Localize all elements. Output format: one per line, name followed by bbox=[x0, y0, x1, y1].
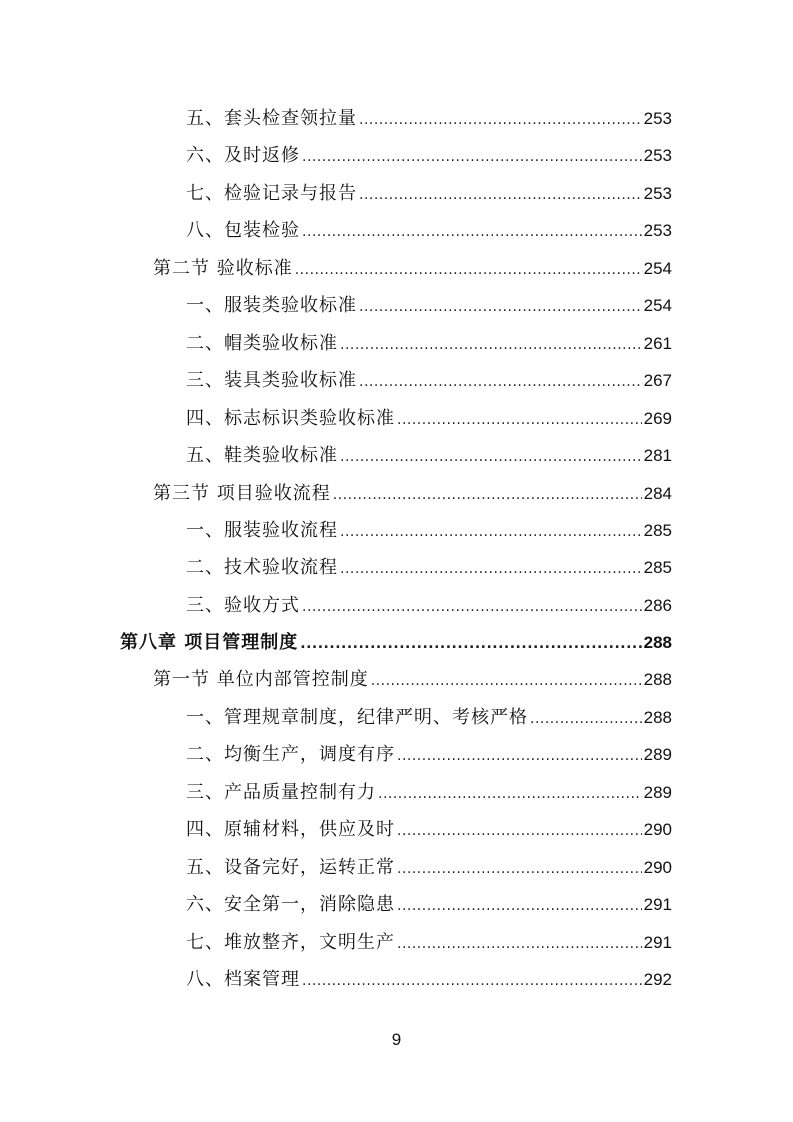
toc-entry[interactable] bbox=[186, 106, 672, 133]
toc-section-entry[interactable] bbox=[153, 256, 672, 283]
toc-entry[interactable] bbox=[186, 143, 672, 170]
toc-entry[interactable] bbox=[186, 406, 672, 433]
toc-section-entry[interactable] bbox=[153, 481, 672, 508]
dot-leader bbox=[371, 668, 642, 694]
dot-leader bbox=[397, 893, 642, 919]
toc-entry-title: 六、及时返修 bbox=[186, 145, 300, 166]
toc-section-entry[interactable] bbox=[153, 667, 672, 694]
toc-entry[interactable] bbox=[186, 967, 672, 994]
dot-leader bbox=[300, 631, 641, 657]
dot-leader bbox=[302, 144, 642, 170]
toc-entry[interactable] bbox=[186, 331, 672, 358]
toc-entry-title: 七、堆放整齐，文明生产 bbox=[186, 932, 395, 953]
toc-entry-title: 第三节 项目验收流程 bbox=[153, 483, 331, 504]
toc-entry-page: 289 bbox=[643, 745, 672, 764]
toc-entry[interactable] bbox=[186, 705, 672, 732]
toc-entry-title: 第八章 项目管理制度 bbox=[120, 632, 299, 653]
toc-entry-title: 一、服装类验收标准 bbox=[186, 295, 357, 316]
toc-entry-page: 285 bbox=[643, 521, 672, 540]
toc-entry-title: 三、验收方式 bbox=[186, 595, 300, 616]
dot-leader bbox=[378, 781, 642, 807]
toc-entry-page: 288 bbox=[643, 708, 672, 727]
toc-entry-title: 五、鞋类验收标准 bbox=[186, 445, 338, 466]
toc-entry-page: 253 bbox=[643, 109, 672, 128]
toc-entry-page: 292 bbox=[643, 970, 672, 989]
toc-entry-page: 284 bbox=[643, 484, 672, 503]
toc-entry-page: 290 bbox=[643, 820, 672, 839]
toc-entry-title: 四、原辅材料，供应及时 bbox=[186, 819, 395, 840]
toc-entry-title: 一、管理规章制度，纪律严明、考核严格 bbox=[186, 707, 528, 728]
toc-entry[interactable] bbox=[186, 593, 672, 620]
toc-entry[interactable] bbox=[186, 817, 672, 844]
dot-leader bbox=[340, 556, 642, 582]
dot-leader bbox=[359, 182, 642, 208]
toc-entry-page: 254 bbox=[643, 296, 672, 315]
toc-entry-page: 254 bbox=[643, 259, 672, 278]
toc-entry[interactable] bbox=[186, 293, 672, 320]
dot-leader bbox=[397, 931, 642, 957]
dot-leader bbox=[397, 818, 642, 844]
toc-entry-title: 八、档案管理 bbox=[186, 969, 300, 990]
toc-entry[interactable] bbox=[186, 780, 672, 807]
dot-leader bbox=[302, 968, 642, 994]
dot-leader bbox=[340, 332, 642, 358]
toc-entry-page: 291 bbox=[643, 895, 672, 914]
toc-entry-title: 三、装具类验收标准 bbox=[186, 370, 357, 391]
toc-entry[interactable] bbox=[186, 443, 672, 470]
toc-entry[interactable] bbox=[186, 368, 672, 395]
toc-entry-title: 第一节 单位内部管控制度 bbox=[153, 669, 369, 690]
toc-entry-page: 253 bbox=[643, 221, 672, 240]
toc-entry-page: 290 bbox=[643, 858, 672, 877]
toc-entry[interactable] bbox=[186, 218, 672, 245]
dot-leader bbox=[397, 743, 642, 769]
toc-entry-page: 288 bbox=[643, 670, 672, 689]
toc-chapter-entry[interactable] bbox=[120, 630, 672, 657]
dot-leader bbox=[359, 294, 642, 320]
toc-entry-page: 253 bbox=[643, 184, 672, 203]
toc-entry-title: 四、标志标识类验收标准 bbox=[186, 408, 395, 429]
toc-entry-title: 五、设备完好，运转正常 bbox=[186, 857, 395, 878]
toc-entry-title: 三、产品质量控制有力 bbox=[186, 782, 376, 803]
toc-entry[interactable] bbox=[186, 930, 672, 957]
toc-entry-page: 285 bbox=[643, 558, 672, 577]
dot-leader bbox=[397, 407, 642, 433]
dot-leader bbox=[397, 856, 642, 882]
toc-entry-page: 269 bbox=[643, 409, 672, 428]
toc-entry-page: 253 bbox=[643, 146, 672, 165]
toc-entry-title: 第二节 验收标准 bbox=[153, 258, 293, 279]
page-number: 9 bbox=[391, 1030, 402, 1049]
toc-entry[interactable] bbox=[186, 855, 672, 882]
dot-leader bbox=[302, 219, 642, 245]
dot-leader bbox=[295, 257, 642, 283]
toc-entry-title: 八、包装检验 bbox=[186, 220, 300, 241]
toc-entry-page: 288 bbox=[643, 633, 672, 652]
toc-entry-title: 六、安全第一，消除隐患 bbox=[186, 894, 395, 915]
dot-leader bbox=[340, 519, 642, 545]
dot-leader bbox=[302, 594, 642, 620]
toc-entry[interactable] bbox=[186, 892, 672, 919]
toc-entry[interactable] bbox=[186, 742, 672, 769]
toc-entry-title: 五、套头检查领拉量 bbox=[186, 108, 357, 129]
toc-entry[interactable] bbox=[186, 518, 672, 545]
toc-entry-page: 291 bbox=[643, 933, 672, 952]
toc-entry-title: 二、均衡生产，调度有序 bbox=[186, 744, 395, 765]
toc-entry-title: 二、技术验收流程 bbox=[186, 557, 338, 578]
toc-entry-page: 286 bbox=[643, 596, 672, 615]
toc-entry-title: 二、帽类验收标准 bbox=[186, 333, 338, 354]
dot-leader bbox=[359, 369, 642, 395]
toc-entry[interactable] bbox=[186, 555, 672, 582]
toc-entry[interactable] bbox=[186, 181, 672, 208]
toc-entry-title: 一、服装验收流程 bbox=[186, 520, 338, 541]
dot-leader bbox=[359, 107, 642, 133]
dot-leader bbox=[340, 444, 642, 470]
toc-entry-page: 261 bbox=[643, 334, 672, 353]
toc-entry-page: 289 bbox=[643, 783, 672, 802]
toc-entry-title: 七、检验记录与报告 bbox=[186, 183, 357, 204]
toc-entry-page: 267 bbox=[643, 371, 672, 390]
dot-leader bbox=[333, 482, 642, 508]
toc-entry-page: 281 bbox=[643, 446, 672, 465]
dot-leader bbox=[530, 706, 642, 732]
